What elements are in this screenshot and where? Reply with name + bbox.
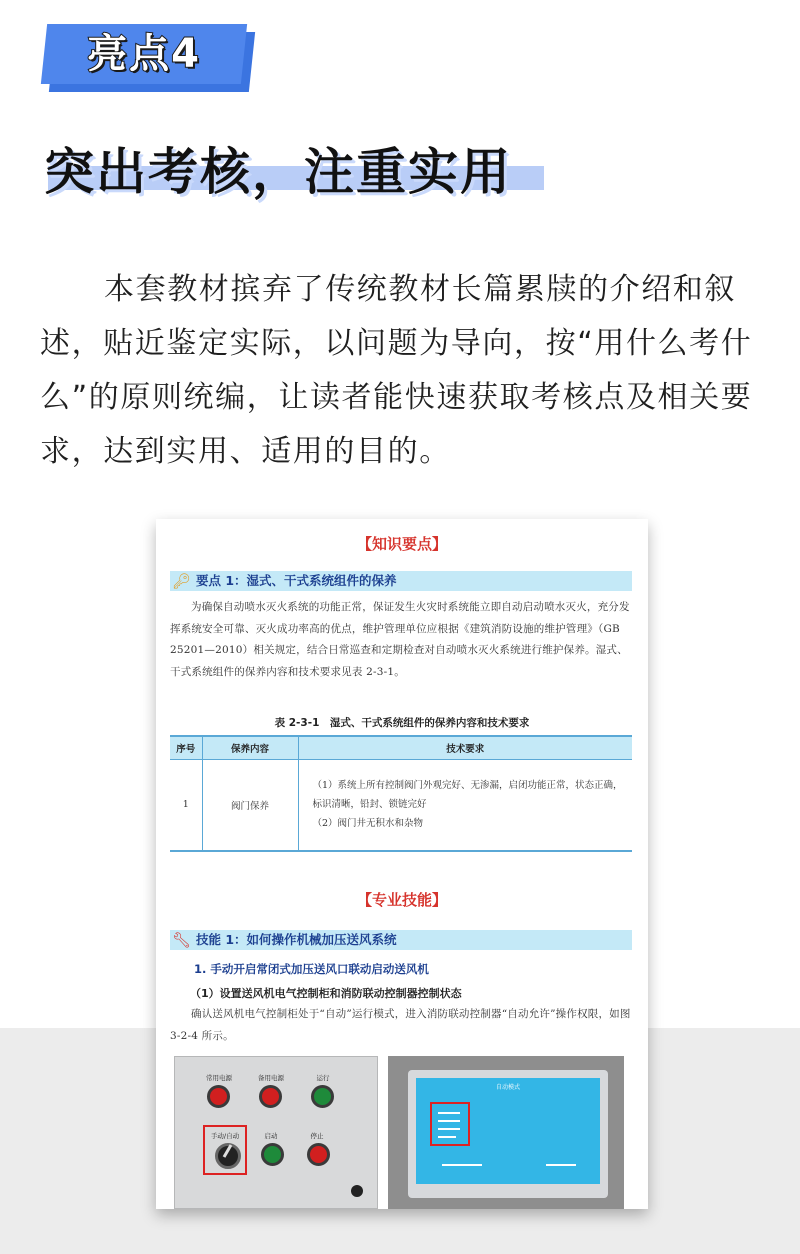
highlight-box (430, 1102, 470, 1146)
skill-title: 技能 1：如何操作机械加压送风系统 (196, 932, 397, 947)
highlight-label: 亮点4 (87, 31, 201, 77)
table-caption: 表 2-3-1 湿式、干式系统组件的保养内容和技术要求 (274, 717, 530, 729)
book-page-image (156, 519, 648, 1209)
table-header: 技术要求 (298, 736, 632, 759)
table-header: 保养内容 (202, 736, 298, 759)
panel-label: 停止 (310, 1132, 324, 1140)
indicator-lamp (207, 1085, 230, 1108)
point-body: 为确保自动喷水灭火系统的功能正常，保证发生火灾时系统能立即自动启动喷水灭火，充分发挥系统安全可靠、灭火成功率高的优点，维护管理单位应根据《建筑消防设施的维护管理》（GB 25201—2010）相关规定，结合日常巡查和定期检查对自动喷水灭火系统进行维护保养。湿式、干式系统组件的保养内容和技术要求见表 2-3-1。 (170, 601, 630, 678)
intro-paragraph: 本套教材摈弃了传统教材长篇累牍的介绍和叙述，贴近鉴定实际，以问题为导向，按“用什么考什么”的原则统编，让读者能快速获取考核点及相关要求，达到实用、适用的目的。 (40, 272, 753, 469)
spec-table (170, 735, 632, 852)
table-cell: 阀门保养 (202, 759, 298, 851)
panel-label: 运行 (316, 1074, 330, 1082)
wrench-icon: 🔧︎ (172, 931, 192, 949)
requirement-line: （1）系统上所有控制阀门外观完好、无渗漏，启闭功能正常，状态正确，标识清晰，铅封、锁链完好 (312, 780, 623, 811)
headline-text: 突出考核，注重实用 (44, 143, 512, 201)
indicator-lamp (259, 1085, 282, 1108)
control-panel-photo (174, 1056, 378, 1209)
panel-bolt (351, 1185, 363, 1197)
key-icon: 🔑︎ (172, 572, 192, 590)
headline (44, 132, 512, 202)
highlight-tag (44, 24, 254, 94)
controller-screen (416, 1078, 600, 1184)
sub-sub-heading: （1）设置送风机电气控制柜和消防联动控制器控制状态 (190, 987, 462, 1000)
panel-label: 备用电源 (258, 1074, 284, 1082)
requirement-line: （2）阀门井无积水和杂物 (312, 818, 424, 830)
panel-label: 常用电源 (206, 1074, 232, 1082)
point-band (170, 571, 632, 591)
indicator-lamp (311, 1085, 334, 1108)
table-cell: 1 (170, 759, 202, 851)
table-row (170, 759, 632, 851)
screen-title: 自动模式 (495, 1084, 520, 1091)
panel-label: 手动/自动 (210, 1132, 240, 1140)
stop-button (307, 1143, 330, 1166)
table-header: 序号 (170, 736, 202, 759)
section-title-skills: 【专业技能】 (356, 891, 447, 909)
point-title: 要点 1：湿式、干式系统组件的保养 (196, 573, 397, 588)
skill-body: 确认送风机电气控制柜处于“自动”运行模式，进入消防联动控制器“自动允许”操作权限，如图 3-2-4 所示。 (170, 1008, 631, 1042)
panel-label: 启动 (264, 1132, 278, 1140)
skill-band (170, 930, 632, 950)
section-title-knowledge: 【知识要点】 (356, 535, 447, 553)
controller-screen-photo (388, 1056, 624, 1209)
table-cell (298, 759, 632, 851)
sub-heading: 1. 手动开启常闭式加压送风口联动启动送风机 (194, 962, 429, 976)
start-button (261, 1143, 284, 1166)
